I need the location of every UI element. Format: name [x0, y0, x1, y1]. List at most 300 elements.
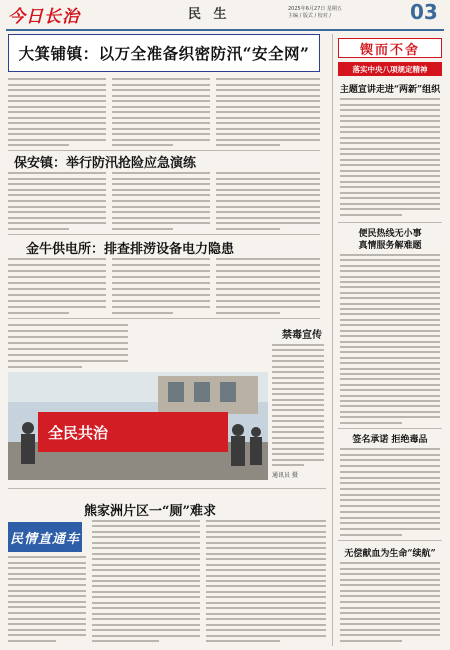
text-line	[8, 258, 106, 260]
text-line	[340, 459, 440, 461]
text-line	[8, 629, 86, 631]
text-line	[112, 200, 210, 202]
text-line	[216, 312, 280, 314]
text-line	[340, 534, 402, 536]
text-line	[112, 183, 210, 185]
text-line	[272, 377, 324, 379]
text-line	[112, 282, 210, 284]
text-line	[340, 522, 440, 524]
text-line	[8, 95, 106, 97]
lead-body-col-2	[112, 78, 210, 146]
text-line	[8, 366, 82, 368]
text-line	[92, 558, 200, 560]
text-line	[340, 292, 440, 294]
text-line	[206, 618, 326, 620]
text-line	[216, 206, 320, 208]
text-line	[340, 416, 440, 418]
text-line	[340, 181, 440, 183]
text-line	[216, 84, 320, 86]
text-line	[272, 442, 324, 444]
story-2-body-col-1	[8, 172, 106, 230]
story-3-body-col-1	[8, 258, 106, 314]
text-line	[8, 222, 106, 224]
text-line	[8, 133, 106, 135]
text-line	[340, 362, 440, 364]
text-line	[112, 100, 210, 102]
text-line	[112, 133, 210, 135]
text-line	[112, 117, 210, 119]
text-line	[216, 200, 320, 202]
text-line	[8, 117, 106, 119]
text-line	[216, 288, 320, 290]
text-line	[92, 613, 200, 615]
text-line	[8, 567, 86, 569]
story-2-body-col-2	[112, 172, 210, 230]
text-line	[8, 601, 86, 603]
text-line	[340, 126, 440, 128]
text-line	[206, 547, 326, 549]
divider	[8, 234, 320, 235]
column-title: 锲而不舍	[338, 38, 442, 58]
text-line	[340, 115, 440, 117]
rc-article-1-body	[340, 98, 440, 216]
section-title: 民 生	[188, 7, 231, 22]
text-line	[8, 354, 128, 356]
text-line	[340, 308, 440, 310]
divider	[338, 428, 442, 429]
text-line	[8, 106, 106, 108]
text-line	[112, 189, 210, 191]
text-line	[8, 282, 106, 284]
text-line	[340, 422, 402, 424]
text-line	[340, 607, 440, 609]
text-line	[340, 148, 440, 150]
text-line	[216, 300, 320, 302]
text-line	[206, 531, 326, 533]
text-line	[272, 388, 324, 390]
text-line	[8, 206, 106, 208]
text-line	[216, 258, 320, 260]
text-line	[216, 95, 320, 97]
text-line	[340, 276, 440, 278]
text-line	[216, 264, 320, 266]
text-line	[216, 133, 320, 135]
text-line	[92, 525, 200, 527]
text-line	[206, 635, 326, 637]
dateline-date: 2025年6月27日 星期五	[288, 6, 342, 12]
text-line	[8, 562, 86, 564]
text-line	[112, 139, 210, 141]
text-line	[112, 144, 173, 146]
text-line	[112, 194, 210, 196]
text-line	[216, 122, 320, 124]
text-line	[92, 624, 200, 626]
text-line	[340, 528, 440, 530]
text-line	[272, 371, 324, 373]
text-line	[206, 564, 326, 566]
text-line	[112, 122, 210, 124]
text-line	[340, 454, 440, 456]
text-line	[340, 335, 440, 337]
text-line	[340, 395, 440, 397]
text-line	[8, 144, 69, 146]
text-line	[8, 211, 106, 213]
text-line	[92, 596, 200, 598]
text-line	[8, 556, 86, 558]
text-line	[206, 596, 326, 598]
story-3-headline: 金牛供电所：排查排涝设备电力隐患	[26, 242, 235, 257]
rc-article-4-headline: 无偿献血为生命“续航”	[344, 549, 436, 559]
text-line	[272, 453, 324, 455]
text-line	[272, 404, 324, 406]
text-line	[206, 520, 326, 522]
text-line	[340, 629, 440, 631]
lead-body-col-1	[8, 78, 106, 146]
text-line	[340, 142, 440, 144]
text-line	[8, 276, 106, 278]
text-line	[8, 78, 106, 80]
story-5-body-col-3	[206, 520, 326, 642]
text-line	[92, 531, 200, 533]
text-line	[8, 84, 106, 86]
text-line	[112, 276, 210, 278]
text-line	[340, 104, 440, 106]
text-line	[112, 294, 210, 296]
text-line	[8, 228, 69, 230]
text-line	[112, 300, 210, 302]
text-line	[8, 612, 86, 614]
text-line	[272, 415, 324, 417]
text-line	[340, 517, 440, 519]
tv-logo: 民情直通车	[8, 522, 82, 552]
text-line	[340, 192, 440, 194]
text-line	[340, 164, 440, 166]
rc-article-2-body	[340, 254, 440, 424]
rc-article-3-headline: 签名承诺 拒绝毒品	[352, 435, 428, 445]
text-line	[206, 542, 326, 544]
story-3-body-col-2	[112, 258, 210, 314]
divider	[8, 318, 320, 319]
text-line	[340, 368, 440, 370]
text-line	[340, 618, 440, 620]
text-line	[340, 170, 440, 172]
text-line	[340, 494, 440, 496]
text-line	[92, 607, 200, 609]
text-line	[272, 349, 324, 351]
text-line	[272, 366, 324, 368]
text-line	[92, 591, 200, 593]
text-line	[340, 297, 440, 299]
text-line	[8, 342, 128, 344]
text-line	[92, 564, 200, 566]
text-line	[8, 606, 86, 608]
text-line	[216, 106, 320, 108]
story-2-body-col-3	[216, 172, 320, 230]
text-line	[112, 222, 210, 224]
text-line	[8, 189, 106, 191]
text-line	[272, 409, 324, 411]
text-line	[216, 111, 320, 113]
text-line	[8, 288, 106, 290]
text-line	[112, 270, 210, 272]
story-4-body-col-2	[272, 344, 324, 466]
text-line	[272, 360, 324, 362]
text-line	[206, 553, 326, 555]
text-line	[8, 348, 128, 350]
text-line	[272, 393, 324, 395]
text-line	[340, 341, 440, 343]
text-line	[340, 324, 440, 326]
text-line	[112, 95, 210, 97]
text-line	[112, 78, 210, 80]
divider	[338, 540, 442, 541]
text-line	[340, 214, 402, 216]
photo-banner-text: 全民共治	[48, 424, 109, 442]
text-line	[216, 139, 320, 141]
text-line	[272, 437, 324, 439]
dateline	[288, 6, 406, 20]
text-line	[8, 306, 106, 308]
text-line	[340, 208, 440, 210]
text-line	[8, 200, 106, 202]
text-line	[112, 172, 210, 174]
rc-article-4-body	[340, 562, 440, 642]
text-line	[216, 128, 320, 130]
text-line	[8, 578, 86, 580]
text-line	[216, 89, 320, 91]
rc-article-1-headline: 主题宣讲走进“两新”组织	[339, 85, 441, 95]
text-line	[340, 640, 402, 642]
text-line	[272, 464, 304, 466]
text-line	[340, 186, 440, 188]
rc-article-2-headline-2: 真情服务解难题	[358, 241, 422, 251]
text-line	[272, 399, 324, 401]
text-line	[340, 511, 440, 513]
text-line	[340, 131, 440, 133]
text-line	[272, 355, 324, 357]
text-line	[272, 459, 324, 461]
text-line	[8, 623, 86, 625]
text-line	[8, 178, 106, 180]
news-photo	[8, 372, 268, 480]
text-line	[8, 360, 128, 362]
text-line	[340, 612, 440, 614]
rc-article-2-headline-1: 便民热线无小事	[358, 229, 422, 239]
text-line	[340, 259, 440, 261]
text-line	[216, 276, 320, 278]
text-line	[216, 194, 320, 196]
rc-article-3-body	[340, 448, 440, 536]
text-line	[340, 590, 440, 592]
text-line	[8, 264, 106, 266]
text-line	[272, 426, 324, 428]
text-line	[8, 89, 106, 91]
text-line	[340, 270, 440, 272]
text-line	[92, 569, 200, 571]
text-line	[112, 178, 210, 180]
text-line	[92, 602, 200, 604]
text-line	[340, 623, 440, 625]
text-line	[340, 351, 440, 353]
text-line	[8, 139, 106, 141]
lead-body-col-3	[216, 78, 320, 146]
text-line	[340, 595, 440, 597]
text-line	[206, 624, 326, 626]
text-line	[340, 411, 440, 413]
lead-headline-box	[8, 34, 320, 72]
lead-headline: 大箕铺镇：以万全准备织密防汛“安全网”	[18, 44, 310, 63]
text-line	[340, 175, 440, 177]
text-line	[8, 294, 106, 296]
text-line	[112, 217, 210, 219]
text-line	[112, 264, 210, 266]
text-line	[8, 584, 86, 586]
text-line	[206, 602, 326, 604]
text-line	[216, 306, 320, 308]
text-line	[340, 254, 440, 256]
text-line	[340, 109, 440, 111]
masthead-rule	[6, 29, 444, 31]
story-5-headline: 熊家洲片区一“厕”难求	[84, 504, 216, 519]
text-line	[92, 547, 200, 549]
text-line	[340, 601, 440, 603]
text-line	[112, 312, 173, 314]
text-line	[340, 286, 440, 288]
text-line	[340, 303, 440, 305]
text-line	[340, 313, 440, 315]
text-line	[112, 288, 210, 290]
text-line	[92, 536, 200, 538]
text-line	[8, 590, 86, 592]
text-line	[112, 106, 210, 108]
text-line	[8, 330, 128, 332]
text-line	[206, 536, 326, 538]
text-line	[8, 172, 106, 174]
text-line	[112, 258, 210, 260]
story-4-body-col-1	[8, 324, 128, 368]
text-line	[216, 172, 320, 174]
text-line	[112, 306, 210, 308]
text-line	[216, 178, 320, 180]
text-line	[340, 346, 440, 348]
story-5-body-col-2	[92, 520, 200, 642]
text-line	[340, 281, 440, 283]
text-line	[206, 525, 326, 527]
text-line	[340, 330, 440, 332]
text-line	[340, 405, 440, 407]
text-line	[340, 482, 440, 484]
text-line	[206, 591, 326, 593]
text-line	[92, 580, 200, 582]
text-line	[8, 111, 106, 113]
text-line	[8, 122, 106, 124]
story-3-body-col-3	[216, 258, 320, 314]
text-line	[92, 585, 200, 587]
text-line	[216, 222, 320, 224]
text-line	[112, 84, 210, 86]
text-line	[216, 211, 320, 213]
text-line	[340, 197, 440, 199]
text-line	[340, 465, 440, 467]
text-line	[340, 477, 440, 479]
text-line	[340, 579, 440, 581]
story-4-headline: 禁毒宣传	[282, 330, 322, 341]
text-line	[206, 569, 326, 571]
text-line	[8, 300, 106, 302]
text-line	[340, 448, 440, 450]
text-line	[340, 319, 440, 321]
text-line	[340, 471, 440, 473]
text-line	[206, 607, 326, 609]
text-line	[206, 558, 326, 560]
divider	[8, 150, 320, 151]
text-line	[206, 580, 326, 582]
text-line	[92, 618, 200, 620]
text-line	[272, 382, 324, 384]
text-line	[340, 488, 440, 490]
divider	[338, 222, 442, 223]
text-line	[216, 78, 320, 80]
text-line	[340, 384, 440, 386]
text-line	[112, 211, 210, 213]
column-divider	[332, 34, 333, 646]
text-line	[272, 431, 324, 433]
text-line	[216, 217, 320, 219]
text-line	[92, 629, 200, 631]
text-line	[340, 120, 440, 122]
text-line	[112, 89, 210, 91]
text-line	[92, 575, 200, 577]
text-line	[8, 128, 106, 130]
text-line	[272, 420, 324, 422]
text-line	[206, 640, 280, 642]
story-2-headline: 保安镇：举行防汛抢险应急演练	[14, 156, 197, 171]
text-line	[92, 520, 200, 522]
text-line	[340, 568, 440, 570]
text-line	[8, 183, 106, 185]
text-line	[340, 378, 440, 380]
text-line	[340, 98, 440, 100]
dateline-editors: 主编 / 版式 / 校对 /	[288, 13, 332, 19]
text-line	[8, 194, 106, 196]
text-line	[206, 629, 326, 631]
text-line	[216, 144, 280, 146]
text-line	[340, 159, 440, 161]
text-line	[272, 344, 324, 346]
text-line	[8, 324, 128, 326]
story-5-body-col-1	[8, 556, 86, 642]
text-line	[340, 573, 440, 575]
news-photo-illustration	[8, 372, 268, 480]
text-line	[340, 499, 440, 501]
text-line	[216, 183, 320, 185]
text-line	[8, 640, 56, 642]
text-line	[340, 562, 440, 564]
text-line	[216, 100, 320, 102]
text-line	[8, 270, 106, 272]
text-line	[8, 618, 86, 620]
text-line	[340, 584, 440, 586]
divider	[8, 488, 326, 489]
text-line	[340, 357, 440, 359]
text-line	[8, 336, 128, 338]
text-line	[8, 217, 106, 219]
text-line	[8, 634, 86, 636]
text-line	[216, 228, 280, 230]
text-line	[8, 312, 69, 314]
text-line	[8, 595, 86, 597]
text-line	[216, 270, 320, 272]
